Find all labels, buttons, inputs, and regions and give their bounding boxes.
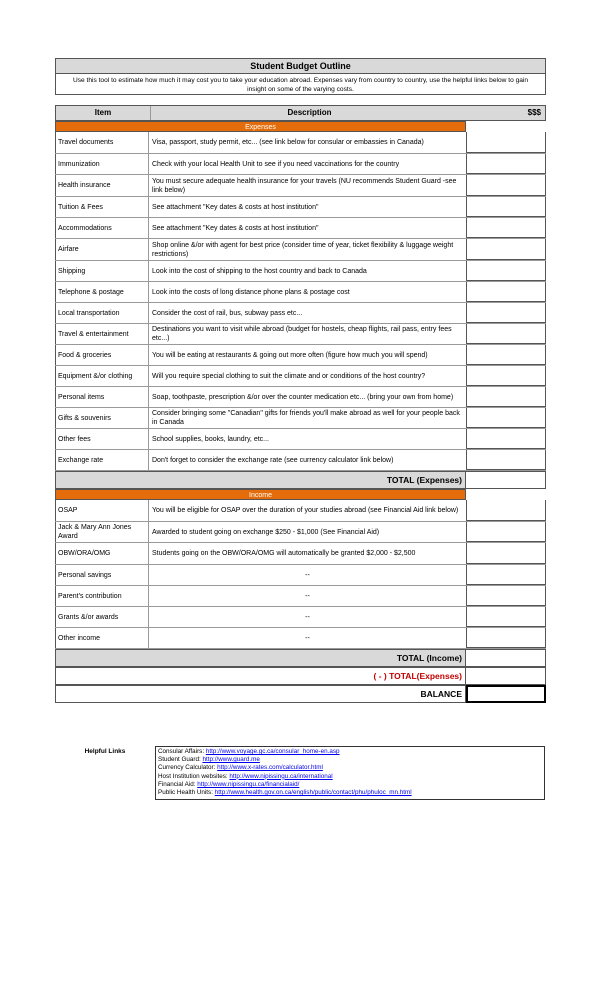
expense-item-description: Look into the cost of shipping to the host country and back to Canada <box>152 267 367 275</box>
expense-amount-cell[interactable] <box>466 197 546 217</box>
expense-item-label: Travel documents <box>55 132 149 153</box>
expense-item-label: Other fees <box>55 429 149 449</box>
expense-row <box>55 261 546 282</box>
income-item-label: Grants &/or awards <box>55 607 149 627</box>
minus-expenses-cell[interactable] <box>466 667 546 685</box>
item-header: Item <box>56 106 151 120</box>
income-amount-cell[interactable] <box>466 543 546 564</box>
helpful-link-line <box>158 789 542 797</box>
expense-row <box>55 303 546 324</box>
expense-amount-cell[interactable] <box>466 261 546 281</box>
income-amount-cell[interactable] <box>466 586 546 606</box>
income-amount-cell[interactable] <box>466 628 546 648</box>
expenses-band: Expenses <box>55 121 466 132</box>
helpful-links-label: Helpful Links <box>84 748 126 755</box>
expense-amount-cell[interactable] <box>466 450 546 470</box>
helpful-link-name: Financial Aid: <box>158 780 198 788</box>
income-item-description: -- <box>305 592 310 600</box>
helpful-link-url[interactable]: http://www.health.gov.on.ca/english/public/contact/phu/phuloc_mn.html <box>214 789 412 797</box>
expense-item-description: School supplies, books, laundry, etc... <box>152 435 269 443</box>
income-item-label: Jack & Mary Ann Jones Award <box>55 522 149 542</box>
income-item-description: -- <box>305 571 310 579</box>
income-item-description: Students going on the OBW/ORA/OMG will automatically be granted $2,000 - $2,500 <box>152 550 416 557</box>
helpful-link-line <box>158 756 542 764</box>
expense-item-label: Shipping <box>55 261 149 281</box>
expense-amount-cell[interactable] <box>466 218 546 238</box>
expense-item-label: Tuition & Fees <box>55 197 149 217</box>
income-row <box>55 522 546 543</box>
income-item-description: You will be eligible for OSAP over the duration of your studies abroad (see Financial Aid link below) <box>152 507 459 514</box>
expense-item-description: Don't forget to consider the exchange rate (see currency calculator link below) <box>152 456 394 464</box>
helpful-links-box <box>155 746 545 800</box>
expense-row <box>55 239 546 261</box>
expense-amount-cell[interactable] <box>466 239 546 260</box>
minus-expenses-row <box>55 667 546 685</box>
income-item-description: -- <box>305 613 310 621</box>
helpful-link-name: Consular Affairs: <box>158 748 206 755</box>
expense-item-description: Will you require special clothing to suit the climate and or conditions of the host country? <box>152 372 426 380</box>
expense-item-label: Personal items <box>55 387 149 407</box>
helpful-link-line <box>158 773 542 781</box>
income-band: Income <box>55 489 466 500</box>
expense-rows <box>55 132 546 471</box>
income-row <box>55 628 546 649</box>
expense-item-label: Health insurance <box>55 175 149 196</box>
expense-amount-cell[interactable] <box>466 408 546 428</box>
helpful-link-url[interactable]: http://www.nipissingu.ca/financialaid/ <box>197 780 300 788</box>
expense-amount-cell[interactable] <box>466 429 546 449</box>
expense-row <box>55 324 546 345</box>
expense-row <box>55 429 546 450</box>
expense-amount-cell[interactable] <box>466 282 546 302</box>
expense-amount-cell[interactable] <box>466 132 546 153</box>
income-row <box>55 543 546 565</box>
expense-row <box>55 345 546 366</box>
expense-row <box>55 154 546 175</box>
expense-row <box>55 175 546 197</box>
income-amount-cell[interactable] <box>466 565 546 585</box>
expense-amount-cell[interactable] <box>466 303 546 323</box>
column-header <box>55 105 546 121</box>
helpful-link-url[interactable]: http://www.voyage.gc.ca/consular_home-en.asp <box>205 748 340 755</box>
income-row <box>55 586 546 607</box>
expense-item-description: See attachment "Key dates & costs at host institution" <box>152 224 319 232</box>
expense-item-description: Consider bringing some "Canadian" gifts for friends you'll make abroad as well for your people back in Canada <box>152 410 460 426</box>
income-row <box>55 500 546 522</box>
total-expenses-label: TOTAL (Expenses) <box>55 471 466 489</box>
sheet-title: Student Budget Outline <box>55 58 546 74</box>
expense-item-label: Food & groceries <box>55 345 149 365</box>
expense-item-description: Soap, toothpaste, prescription &/or over the counter medication etc... (bring your own from home) <box>152 393 454 401</box>
income-amount-cell[interactable] <box>466 500 546 521</box>
minus-expenses-label: ( - ) TOTAL(Expenses) <box>55 667 466 685</box>
income-item-label: Parent's contribution <box>55 586 149 606</box>
amount-header: $$$ <box>527 108 541 117</box>
expense-row <box>55 408 546 429</box>
total-income-row <box>55 649 546 667</box>
expense-item-description: You must secure adequate health insurance for your travels (NU recommends Student Guard -see link below) <box>152 177 457 194</box>
income-row <box>55 607 546 628</box>
income-rows <box>55 500 546 649</box>
helpful-link-name: Host Institution websites: <box>158 772 230 780</box>
balance-cell[interactable] <box>466 685 546 703</box>
income-item-label: Other income <box>55 628 149 648</box>
income-row <box>55 565 546 586</box>
income-item-description: -- <box>305 634 310 642</box>
expense-item-label: Immunization <box>55 154 149 174</box>
expense-row <box>55 197 546 218</box>
income-item-label: Personal savings <box>55 565 149 585</box>
description-header: Description <box>287 108 332 117</box>
total-expenses-cell[interactable] <box>466 471 546 489</box>
expense-item-label: Telephone & postage <box>55 282 149 302</box>
expense-item-description: You will be eating at restaurants & going out more often (figure how much you will spend) <box>152 351 428 359</box>
helpful-link-line <box>158 764 542 772</box>
expense-item-description: Check with your local Health Unit to see if you need vaccinations for the country <box>152 160 400 168</box>
expense-row <box>55 132 546 154</box>
expense-amount-cell[interactable] <box>466 175 546 196</box>
expense-row <box>55 450 546 471</box>
helpful-link-name: Student Guard: <box>158 756 203 764</box>
expense-amount-cell[interactable] <box>466 324 546 344</box>
total-income-label: TOTAL (Income) <box>55 649 466 667</box>
expense-item-description: Look into the costs of long distance phone plans & postage cost <box>152 288 350 296</box>
income-item-description: Awarded to student going on exchange $250 - $1,000 (See Financial Aid) <box>152 528 380 536</box>
helpful-link-url[interactable]: http://www.x-rates.com/calculator.html <box>217 764 323 772</box>
expense-amount-cell[interactable] <box>466 387 546 407</box>
expense-row <box>55 218 546 239</box>
balance-label: BALANCE <box>55 685 466 703</box>
expense-item-description: Visa, passport, study permit, etc... (see link below for consular or embassies in Canada) <box>152 139 424 146</box>
income-item-label: OSAP <box>55 500 149 521</box>
income-item-label: OBW/ORA/OMG <box>55 543 149 564</box>
expense-amount-cell[interactable] <box>466 366 546 386</box>
expense-amount-cell[interactable] <box>466 345 546 365</box>
expense-item-description: Destinations you want to visit while abroad (budget for hostels, cheap flights, rail pass, entry fees etc...) <box>152 326 452 342</box>
expense-item-label: Equipment &/or clothing <box>55 366 149 386</box>
helpful-link-name: Currency Calculator: <box>158 764 218 772</box>
intro-text: Use this tool to estimate how much it may cost you to take your education abroad. Expenses vary from country to country, use the helpful links below to gain insight on some of the varying costs. <box>55 74 546 95</box>
income-amount-cell[interactable] <box>466 607 546 627</box>
helpful-link-url[interactable]: http://www.nipissingu.ca/international <box>229 772 333 780</box>
expense-item-label: Exchange rate <box>55 450 149 470</box>
expense-item-label: Airfare <box>55 239 149 260</box>
expense-item-description: Consider the cost of rail, bus, subway pass etc... <box>152 309 303 317</box>
helpful-link-url[interactable]: http://www.guard.me <box>202 756 260 764</box>
helpful-link-line <box>158 781 542 789</box>
expense-item-label: Local transportation <box>55 303 149 323</box>
expense-row <box>55 366 546 387</box>
expense-amount-cell[interactable] <box>466 154 546 174</box>
budget-sheet <box>55 58 546 703</box>
expense-row <box>55 282 546 303</box>
expense-row <box>55 387 546 408</box>
expense-item-description: See attachment "Key dates & costs at host institution" <box>152 203 319 211</box>
expense-item-label: Gifts & souvenirs <box>55 408 149 428</box>
helpful-links-section <box>55 746 546 800</box>
helpful-link-line <box>158 748 542 756</box>
total-income-cell[interactable] <box>466 649 546 667</box>
expense-item-description: Shop online &/or with agent for best price (consider time of year, ticket flexibility & luggage weight restrictions) <box>152 241 454 258</box>
total-expenses-row <box>55 471 546 489</box>
balance-row <box>55 685 546 703</box>
expense-item-label: Travel & entertainment <box>55 324 149 344</box>
expense-item-label: Accommodations <box>55 218 149 238</box>
income-amount-cell[interactable] <box>466 522 546 542</box>
helpful-link-name: Public Health Units: <box>158 789 215 797</box>
